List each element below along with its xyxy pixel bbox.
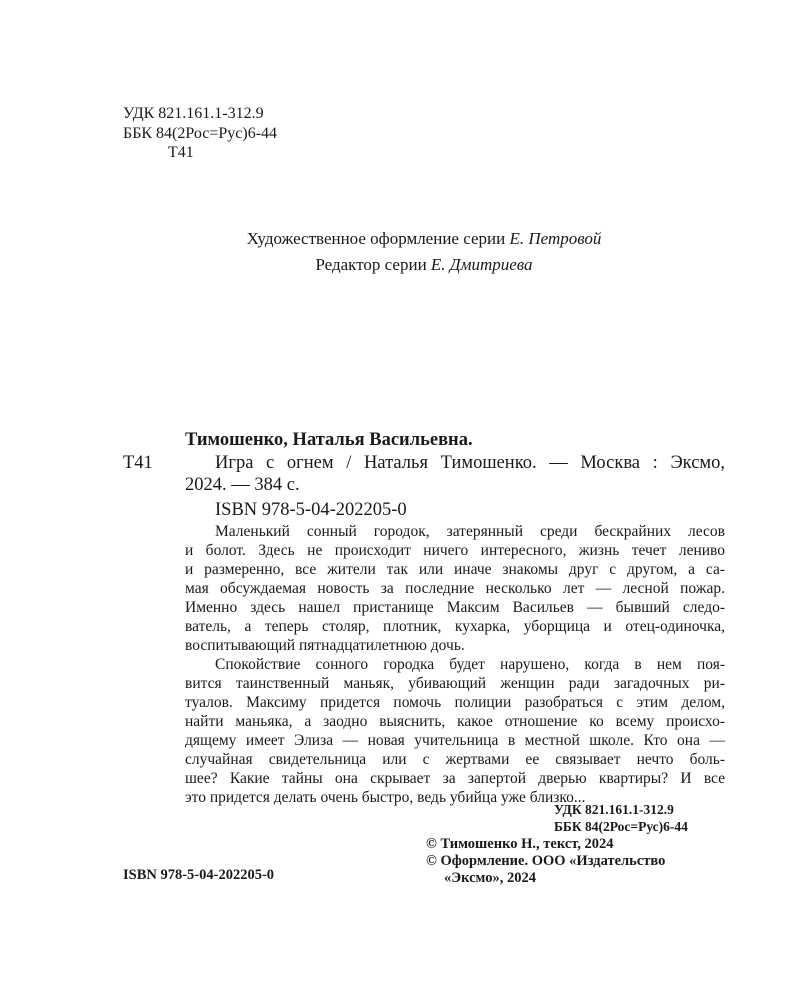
series-editor-name: Е. Дмитриева	[430, 255, 533, 274]
annotation-paragraph-1: Маленький сонный городок, затерянный среди бескрайних лесов и болот. Здесь не происходит ничего интересного, жизнь течет лениво и размеренно, все жители так или иначе знакомы друг с другом, а са- мая обсуждаемая новость за последние несколько лет — лесной пожар. Именно здесь нашел пристанище Максим Васильев — бывший следо- ватель, а теперь столяр, плотник, кухарка, уборщица и отец-одиночка, воспитывающий пятнадцатилетнюю дочь.	[185, 523, 725, 654]
copyright-text: © Тимошенко Н., текст, 2024	[426, 836, 614, 852]
record-author: Тимошенко, Наталья Васильевна.	[185, 430, 473, 450]
series-editor-credit	[0, 255, 800, 275]
udk-code-bottom: УДК 821.161.1-312.9	[554, 802, 674, 817]
record-title-line-2: 2024. — 384 с.	[185, 475, 300, 495]
annotation-paragraph-2: Спокойствие сонного городка будет нарушено, когда в нем поя- вится таинственный маньяк, убивающий женщин ради загадочных ри- туалов. Максиму придется помочь полиции разобраться с этим делом, найти маньяка, а заодно выяснить, какое отношение ко всему происхо- дящему имеет Элиза — новая учительница в местной школе. Кто она — случайная свидетельница или с жертвами ее связывает нечто боль- шее? Какие тайны она скрывает за запертой дверью квартиры? И все это придется делать очень быстро, ведь убийца уже близко...	[185, 656, 725, 806]
author-mark-top: Т41	[168, 144, 194, 161]
art-design-credit	[0, 229, 800, 249]
series-editor-label: Редактор серии	[315, 255, 427, 274]
bbk-code-bottom: ББК 84(2Рос=Рус)6-44	[554, 819, 688, 834]
art-designer-name: Е. Петровой	[509, 229, 602, 248]
isbn-bottom: ISBN 978-5-04-202205-0	[123, 867, 275, 883]
copyright-design-line-1: © Оформление. ООО «Издательство	[426, 853, 666, 869]
udk-code: УДК 821.161.1-312.9	[123, 105, 264, 122]
record-isbn: ISBN 978-5-04-202205-0	[215, 500, 407, 520]
copyright-design-line-2: «Эксмо», 2024	[444, 870, 536, 886]
record-author-mark: Т41	[123, 453, 153, 473]
bbk-code: ББК 84(2Рос=Рус)6-44	[123, 125, 278, 142]
art-design-label: Художественное оформление серии	[246, 229, 506, 248]
record-title-line-1: Игра с огнем / Наталья Тимошенко. — Москва : Эксмо,	[215, 453, 725, 473]
